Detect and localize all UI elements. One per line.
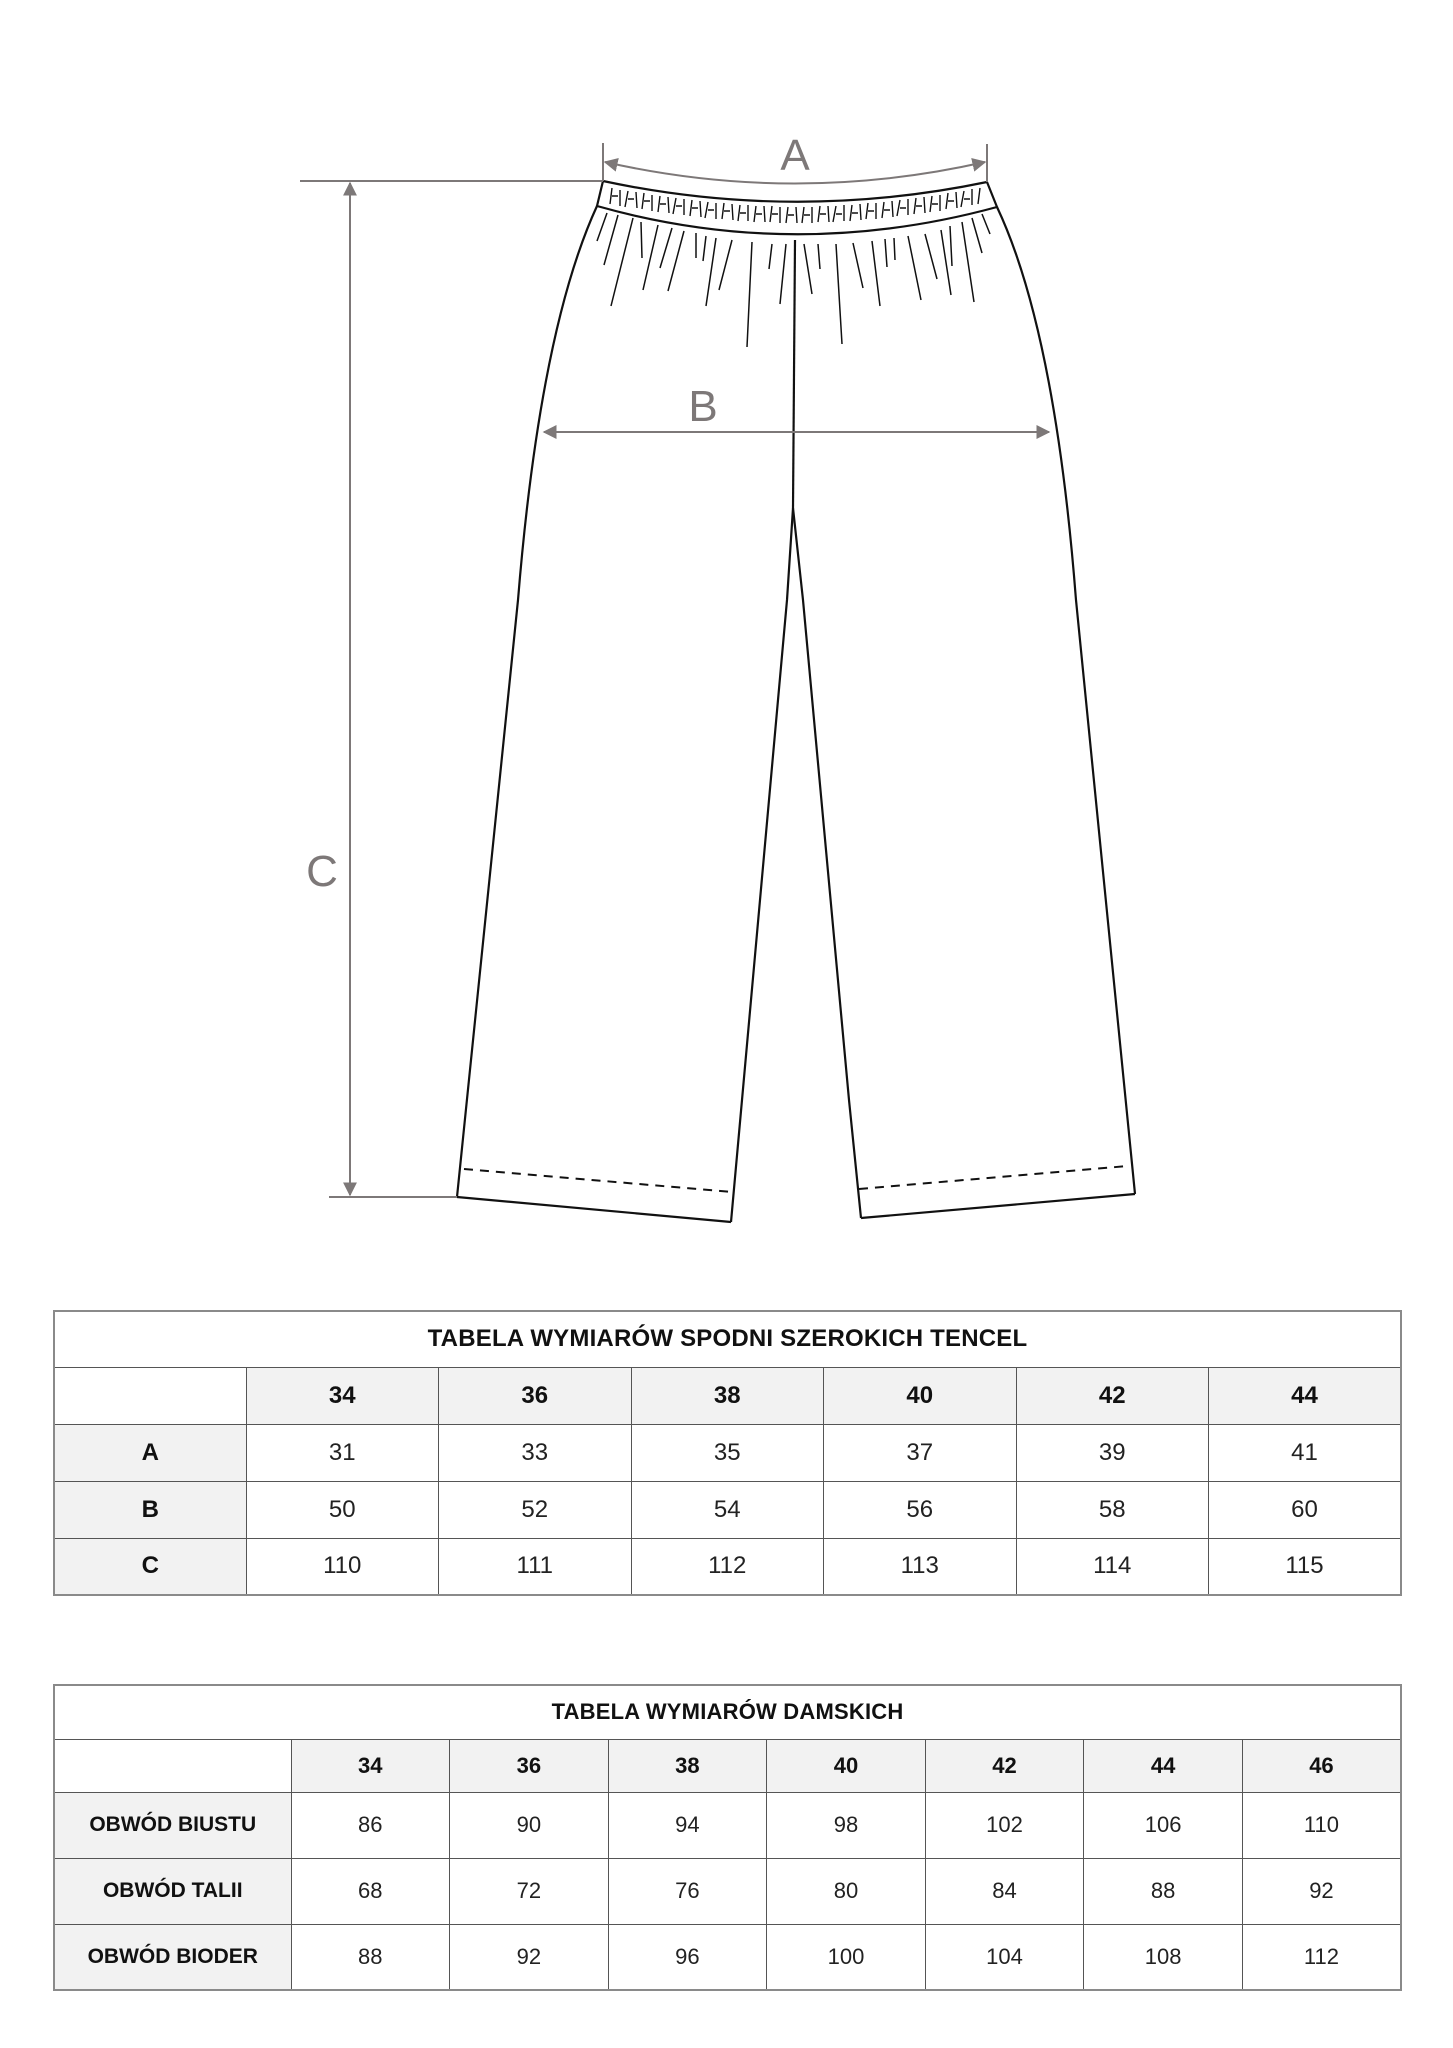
table-cell: 102 <box>925 1792 1084 1858</box>
dimension-label-a: A <box>780 131 810 180</box>
dimension-label-c: C <box>306 847 338 896</box>
table-cell: 72 <box>450 1858 609 1924</box>
dimension-c <box>300 181 603 1197</box>
table-cell: 104 <box>925 1924 1084 1990</box>
left-leg-hem <box>457 1197 731 1222</box>
size-header: 44 <box>1209 1367 1402 1424</box>
table-cell: 31 <box>246 1424 439 1481</box>
size-header: 38 <box>608 1739 767 1792</box>
corner-cell <box>54 1739 291 1792</box>
table-cell: 110 <box>246 1538 439 1595</box>
pants-size-table <box>53 1310 1402 1596</box>
left-leg-outer-seam <box>457 206 597 1197</box>
table-cell: 115 <box>1209 1538 1402 1595</box>
right-leg-hem <box>861 1194 1135 1218</box>
table-cell: 112 <box>1242 1924 1401 1990</box>
size-header: 42 <box>1016 1367 1209 1424</box>
row-label: OBWÓD BIODER <box>54 1924 291 1990</box>
table-row <box>54 1538 1401 1595</box>
size-header: 34 <box>246 1367 439 1424</box>
table-cell: 50 <box>246 1481 439 1538</box>
table-cell: 100 <box>767 1924 926 1990</box>
size-header: 34 <box>291 1739 450 1792</box>
pants-table-title: TABELA WYMIARÓW SPODNI SZEROKICH TENCEL <box>54 1311 1401 1367</box>
table-cell: 96 <box>608 1924 767 1990</box>
table-row <box>54 1792 1401 1858</box>
size-header: 40 <box>767 1739 926 1792</box>
size-header: 36 <box>450 1739 609 1792</box>
size-header: 44 <box>1084 1739 1243 1792</box>
table-cell: 39 <box>1016 1424 1209 1481</box>
table-cell: 112 <box>631 1538 824 1595</box>
table-cell: 58 <box>1016 1481 1209 1538</box>
table-cell: 33 <box>439 1424 632 1481</box>
table-cell: 98 <box>767 1792 926 1858</box>
size-header: 36 <box>439 1367 632 1424</box>
table-cell: 52 <box>439 1481 632 1538</box>
table-cell: 84 <box>925 1858 1084 1924</box>
right-leg-outer-seam <box>997 207 1135 1194</box>
row-label: A <box>54 1424 246 1481</box>
size-header: 38 <box>631 1367 824 1424</box>
size-header: 40 <box>824 1367 1017 1424</box>
table-cell: 111 <box>439 1538 632 1595</box>
table-cell: 60 <box>1209 1481 1402 1538</box>
table-cell: 90 <box>450 1792 609 1858</box>
right-leg-inner-seam <box>793 508 861 1218</box>
corner-cell <box>54 1367 246 1424</box>
table-row <box>54 1858 1401 1924</box>
table-cell: 88 <box>1084 1858 1243 1924</box>
table-row <box>54 1481 1401 1538</box>
left-leg-inner-seam <box>731 508 793 1222</box>
table-cell: 56 <box>824 1481 1017 1538</box>
table-cell: 108 <box>1084 1924 1243 1990</box>
table-cell: 86 <box>291 1792 450 1858</box>
table-cell: 80 <box>767 1858 926 1924</box>
table-cell: 106 <box>1084 1792 1243 1858</box>
table-row <box>54 1424 1401 1481</box>
women-size-table <box>53 1684 1402 1991</box>
size-header: 46 <box>1242 1739 1401 1792</box>
row-label: OBWÓD BIUSTU <box>54 1792 291 1858</box>
table-row <box>54 1924 1401 1990</box>
women-table-title: TABELA WYMIARÓW DAMSKICH <box>54 1685 1401 1739</box>
table-cell: 54 <box>631 1481 824 1538</box>
table-cell: 88 <box>291 1924 450 1990</box>
center-front-seam <box>793 240 795 508</box>
table-cell: 110 <box>1242 1792 1401 1858</box>
row-label: B <box>54 1481 246 1538</box>
right-hem-stitching <box>859 1166 1128 1189</box>
row-label: C <box>54 1538 246 1595</box>
table-cell: 76 <box>608 1858 767 1924</box>
table-cell: 41 <box>1209 1424 1402 1481</box>
pants-outline <box>457 181 1135 1222</box>
table-cell: 92 <box>450 1924 609 1990</box>
size-header: 42 <box>925 1739 1084 1792</box>
table-cell: 113 <box>824 1538 1017 1595</box>
dimension-label-b: B <box>688 382 718 431</box>
row-label: OBWÓD TALII <box>54 1858 291 1924</box>
table-cell: 92 <box>1242 1858 1401 1924</box>
left-hem-stitching <box>464 1169 732 1192</box>
table-cell: 94 <box>608 1792 767 1858</box>
table-cell: 68 <box>291 1858 450 1924</box>
table-cell: 114 <box>1016 1538 1209 1595</box>
table-cell: 35 <box>631 1424 824 1481</box>
table-cell: 37 <box>824 1424 1017 1481</box>
